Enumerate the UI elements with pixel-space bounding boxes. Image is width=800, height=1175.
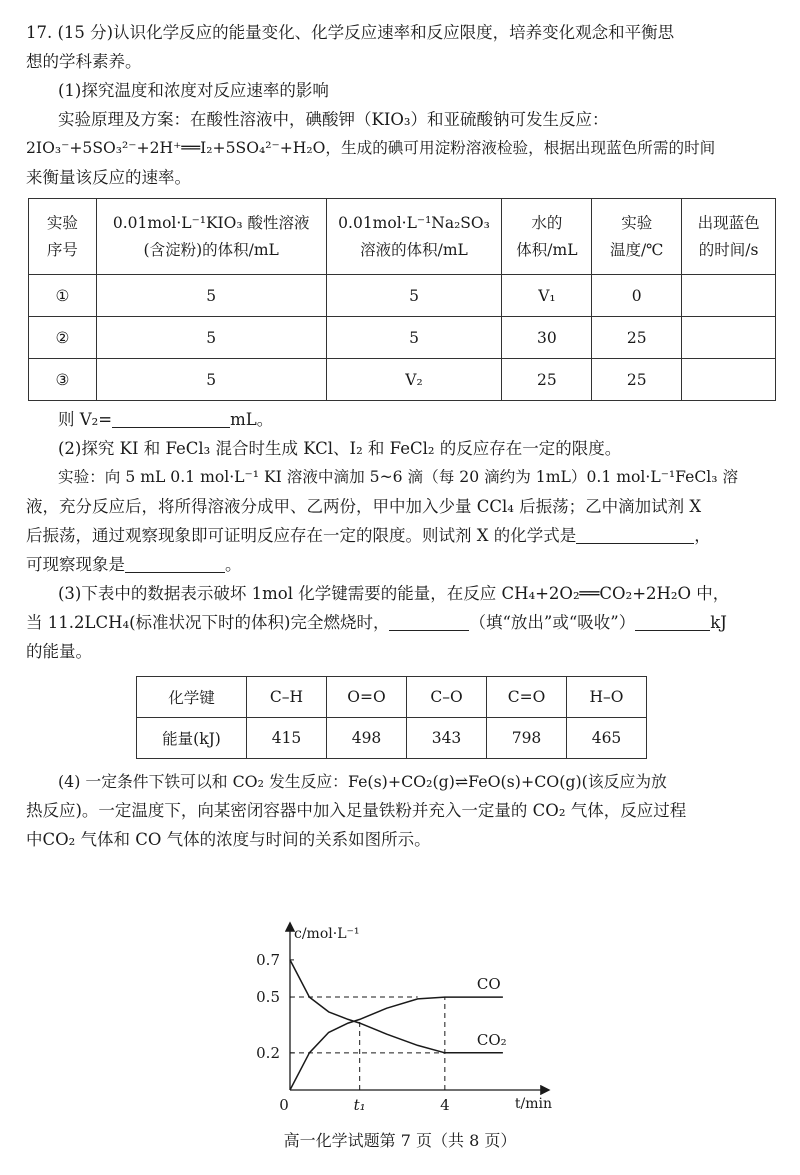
- table-cell: 343: [407, 718, 487, 759]
- table-cell: O=O: [327, 677, 407, 718]
- part2-line3: [26, 521, 778, 550]
- x-tick-label: 4: [440, 1096, 450, 1114]
- part2-line3-end: ，: [694, 526, 711, 545]
- part2-line2: 液，充分反应后，将所得溶液分成甲、乙两份，甲中加入少量 CCl₄ 后振荡；乙中滴加试剂 X: [26, 497, 702, 516]
- table-cell: 5: [326, 275, 502, 317]
- part1-principle-line3: 来衡量该反应的速率。: [26, 168, 191, 187]
- table-cell: 30: [502, 317, 592, 359]
- answer-blank-reagent-x[interactable]: [576, 525, 694, 544]
- concentration-time-chart: [240, 920, 560, 1120]
- part1-answer-line: [26, 405, 778, 434]
- part4-line1: (4) 一定条件下铁可以和 CO₂ 发生反应：Fe(s)+CO₂(g)⇌FeO(s)+CO(g)(该反应为放: [58, 772, 667, 791]
- series-label: CO₂: [476, 1030, 507, 1049]
- origin-label: 0: [279, 1096, 289, 1114]
- x-tick-label: t₁: [353, 1096, 366, 1114]
- table-cell: ②: [29, 317, 97, 359]
- table-cell: 化学键: [137, 677, 247, 718]
- co-curve: [290, 997, 503, 1090]
- table-cell: 498: [327, 718, 407, 759]
- y-tick-label: 0.2: [256, 1043, 280, 1062]
- table-row: [137, 677, 647, 718]
- table-cell: ①: [29, 275, 97, 317]
- table-cell: 5: [96, 359, 326, 401]
- table-cell: [682, 317, 776, 359]
- question-17: [26, 18, 778, 854]
- part3-line3: 的能量。: [26, 642, 92, 661]
- table-cell: C–H: [247, 677, 327, 718]
- part2-title: (2)探究 KI 和 FeCl₃ 混合时生成 KCl、I₂ 和 FeCl₂ 的反应存在一定的限度。: [58, 439, 622, 458]
- x-axis-label: t/min: [514, 1096, 552, 1112]
- part3-line2-b: （填“放出”或“吸收”）: [469, 613, 636, 632]
- part3-line2: [26, 608, 778, 637]
- table-row: [29, 359, 776, 401]
- table-cell: C–O: [407, 677, 487, 718]
- header-cell: 0.01mol·L⁻¹Na₂SO₃ 溶液的体积/mL: [326, 199, 502, 275]
- q17-intro-line2: 想的学科素养。: [26, 52, 142, 71]
- part2-line4-end: 。: [225, 555, 242, 574]
- part2-line4-text: 可现察现象是: [26, 555, 125, 574]
- part1-principle-line2: 2IO₃⁻+5SO₃²⁻+2H⁺══I₂+5SO₄²⁻+H₂O，生成的碘可用淀粉溶液检验，根据出现蓝色所需的时间: [26, 139, 716, 157]
- table-cell: 415: [247, 718, 327, 759]
- part2-line4: [26, 550, 778, 579]
- table-row: [29, 317, 776, 359]
- header-cell: 0.01mol·L⁻¹KIO₃ 酸性溶液 (含淀粉)的体积/mL: [96, 199, 326, 275]
- page-footer: 高一化学试题第 7 页（共 8 页）: [283, 1131, 517, 1150]
- table-row: [29, 275, 776, 317]
- table-cell: ③: [29, 359, 97, 401]
- table-cell: 5: [96, 317, 326, 359]
- table-cell: 25: [502, 359, 592, 401]
- q17-intro-line1: 17. (15 分)认识化学反应的能量变化、化学反应速率和反应限度，培养变化观念和平衡思: [26, 23, 675, 42]
- table-cell: [682, 275, 776, 317]
- answer-suffix: mL。: [230, 410, 274, 429]
- y-tick-label: 0.5: [256, 988, 280, 1007]
- table-cell: V₁: [502, 275, 592, 317]
- table-cell: 能量(kJ): [137, 718, 247, 759]
- answer-prefix: 则 V₂=: [58, 410, 113, 429]
- table-cell: 0: [592, 275, 682, 317]
- part1-title: (1)探究温度和浓度对反应速率的影响: [58, 81, 329, 100]
- experiment-table: [28, 198, 776, 401]
- answer-blank-release-absorb[interactable]: [389, 612, 469, 631]
- bond-energy-table: [136, 676, 647, 759]
- y-tick-label: 0.7: [256, 950, 280, 969]
- table-cell: 5: [96, 275, 326, 317]
- part3-line2-c: kJ: [710, 613, 727, 632]
- answer-blank-v2[interactable]: [112, 409, 230, 428]
- part2-line3-text: 后振荡，通过观察现象即可证明反应存在一定的限度。则试剂 X 的化学式是: [26, 526, 577, 545]
- part2-line1: 实验：向 5 mL 0.1 mol·L⁻¹ KI 溶液中滴加 5~6 滴（每 20 滴约为 1mL）0.1 mol·L⁻¹FeCl₃ 溶: [58, 468, 739, 486]
- header-cell: 水的 体积/mL: [502, 199, 592, 275]
- header-cell: 出现蓝色 的时间/s: [682, 199, 776, 275]
- table-cell: H–O: [567, 677, 647, 718]
- answer-blank-energy[interactable]: [635, 612, 710, 631]
- header-cell: 实验 序号: [29, 199, 97, 275]
- table-cell: C=O: [487, 677, 567, 718]
- table-cell: 798: [487, 718, 567, 759]
- part1-principle-line1: 实验原理及方案：在酸性溶液中，碘酸钾（KIO₃）和亚硫酸钠可发生反应：: [58, 110, 609, 129]
- header-cell: 实验 温度/℃: [592, 199, 682, 275]
- table-cell: 5: [326, 317, 502, 359]
- series-label: CO: [476, 975, 501, 994]
- part4-line3: 中CO₂ 气体和 CO 气体的浓度与时间的关系如图所示。: [26, 830, 431, 849]
- table-cell: V₂: [326, 359, 502, 401]
- table-cell: 25: [592, 359, 682, 401]
- table-cell: 465: [567, 718, 647, 759]
- table-row: [137, 718, 647, 759]
- table-cell: [682, 359, 776, 401]
- part3-line1: (3)下表中的数据表示破坏 1mol 化学键需要的能量，在反应 CH₄+2O₂══CO₂+2H₂O 中，: [58, 584, 730, 603]
- experiment-table-header: [29, 199, 776, 275]
- part3-line2-a: 当 11.2LCH₄(标准状况下时的体积)完全燃烧时，: [26, 613, 390, 632]
- y-axis-label: c/mol·L⁻¹: [294, 926, 360, 942]
- answer-blank-phenomenon[interactable]: [125, 554, 225, 573]
- table-cell: 25: [592, 317, 682, 359]
- part4-line2: 热反应)。一定温度下，向某密闭容器中加入足量铁粉并充入一定量的 CO₂ 气体，反应过程: [26, 801, 687, 820]
